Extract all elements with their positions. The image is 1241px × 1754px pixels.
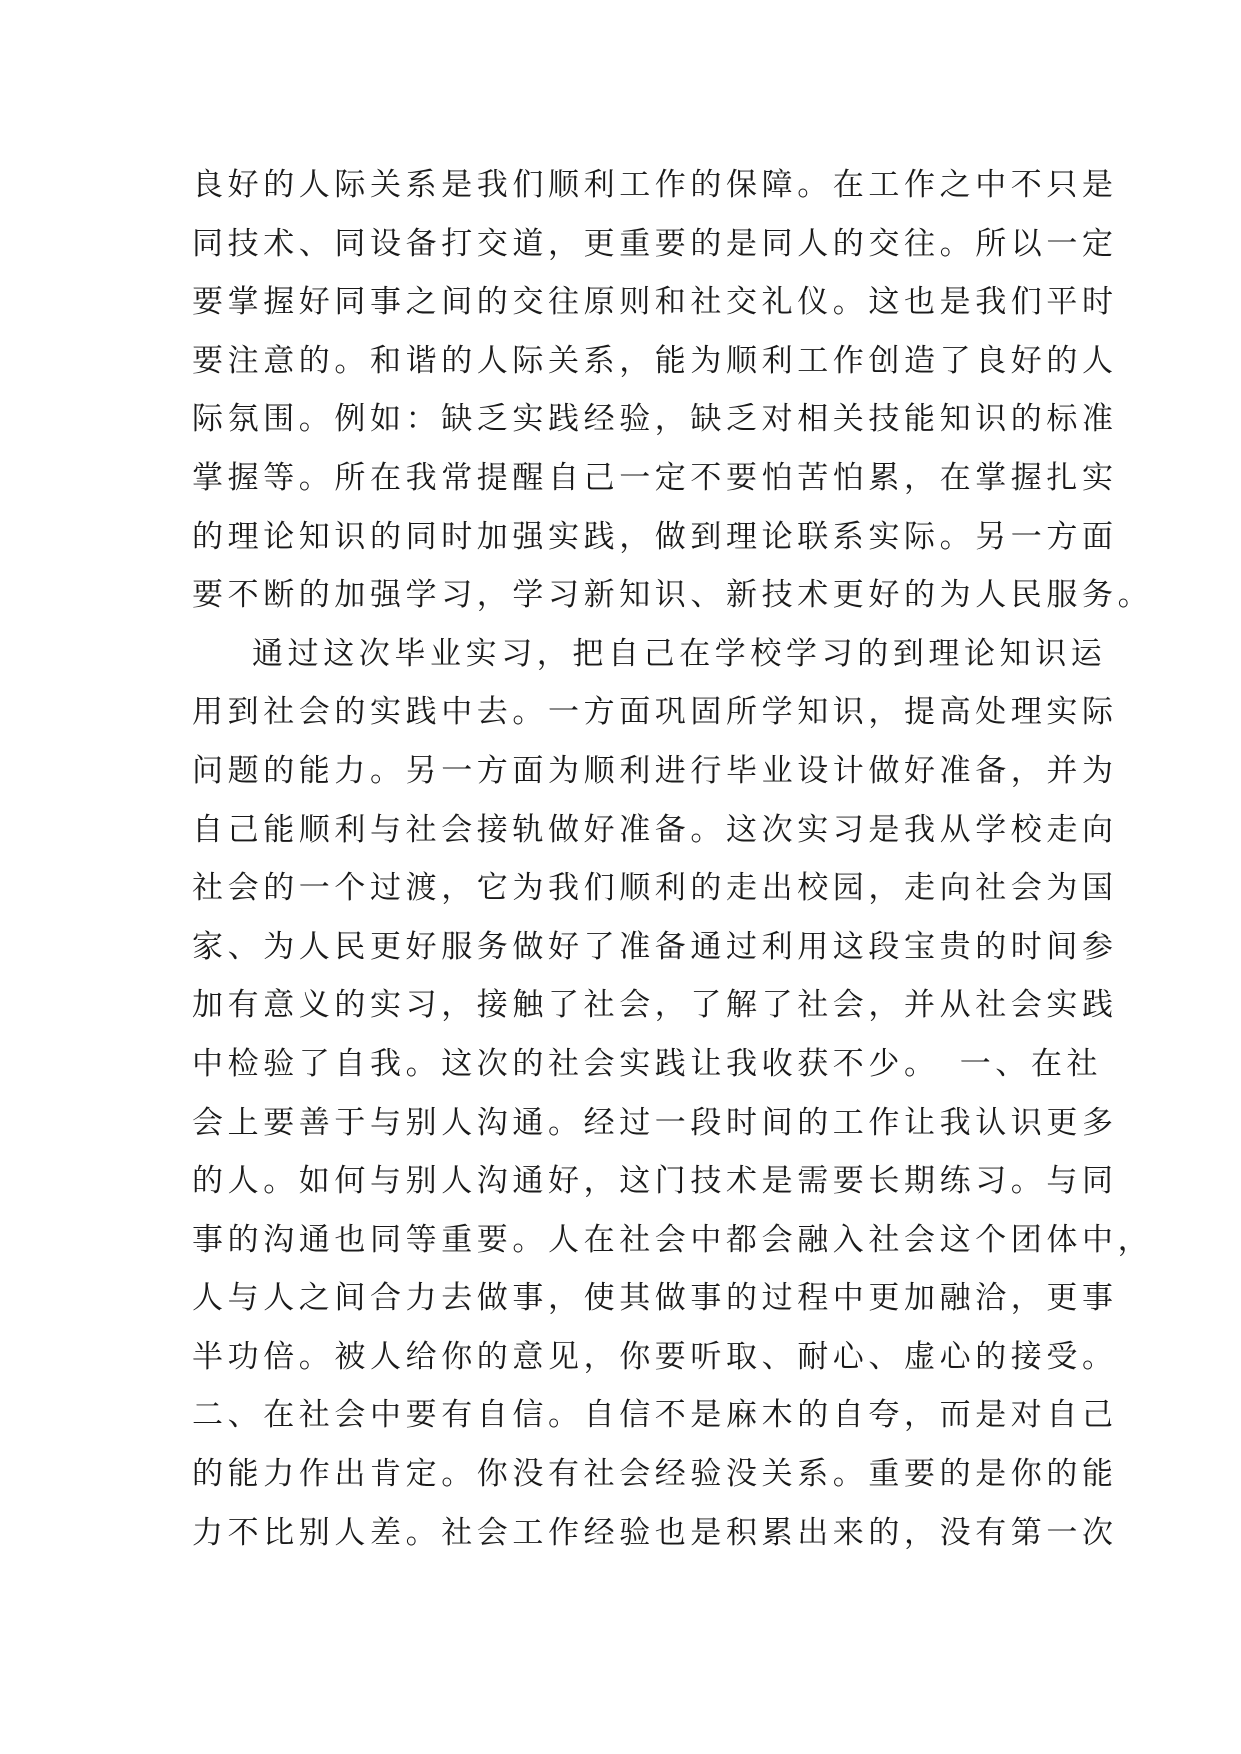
text-line: 加有意义的实习，接触了社会，了解了社会，并从社会实践 xyxy=(192,987,1118,1024)
text-line: 的人。如何与别人沟通好，这门技术是需要长期练习。与同 xyxy=(192,1163,1118,1200)
text-line: 会上要善于与别人沟通。经过一段时间的工作让我认识更多 xyxy=(192,1104,1118,1141)
text-line: 要掌握好同事之间的交往原则和社交礼仪。这也是我们平时 xyxy=(192,284,1118,321)
text-line: 自己能顺利与社会接轨做好准备。这次实习是我从学校走向 xyxy=(192,811,1118,848)
text-line: 社会的一个过渡，它为我们顺利的走出校园，走向社会为国 xyxy=(192,870,1118,907)
text-line: 问题的能力。另一方面为顺利进行毕业设计做好准备，并为 xyxy=(192,752,1118,789)
text-line: 家、为人民更好服务做好了准备通过利用这段宝贵的时间参 xyxy=(192,928,1118,965)
text-line: 半功倍。被人给你的意见，你要听取、耐心、虚心的接受。 xyxy=(192,1338,1118,1375)
text-line: 良好的人际关系是我们顺利工作的保障。在工作之中不只是 xyxy=(192,167,1118,203)
text-line: 要不断的加强学习，学习新知识、新技术更好的为人民服务。 xyxy=(192,577,1154,614)
paragraph-start-line: 通过这次毕业实习，把自己在学校学习的到理论知识运 xyxy=(252,635,1107,672)
text-line: 力不比别人差。社会工作经验也是积累出来的，没有第一次 xyxy=(192,1514,1118,1551)
text-line: 二、在社会中要有自信。自信不是麻木的自夸，而是对自己 xyxy=(192,1397,1118,1434)
text-line: 要注意的。和谐的人际关系，能为顺利工作创造了良好的人 xyxy=(192,342,1118,379)
text-line: 中检验了自我。这次的社会实践让我收获不少。 一、在社 xyxy=(192,1045,1103,1082)
text-line: 掌握等。所在我常提醒自己一定不要怕苦怕累，在掌握扎实 xyxy=(192,459,1118,496)
text-line: 事的沟通也同等重要。人在社会中都会融入社会这个团体中， xyxy=(192,1221,1154,1258)
text-line: 同技术、同设备打交道，更重要的是同人的交往。所以一定 xyxy=(192,225,1118,262)
text-line: 的能力作出肯定。你没有社会经验没关系。重要的是你的能 xyxy=(192,1456,1118,1493)
text-line: 用到社会的实践中去。一方面巩固所学知识，提高处理实际 xyxy=(192,694,1118,731)
text-line: 人与人之间合力去做事，使其做事的过程中更加融洽，更事 xyxy=(192,1280,1118,1317)
text-line: 际氛围。例如：缺乏实践经验，缺乏对相关技能知识的标准 xyxy=(192,401,1118,438)
body-text xyxy=(192,156,1154,1562)
text-line: 的理论知识的同时加强实践，做到理论联系实际。另一方面 xyxy=(192,518,1118,555)
